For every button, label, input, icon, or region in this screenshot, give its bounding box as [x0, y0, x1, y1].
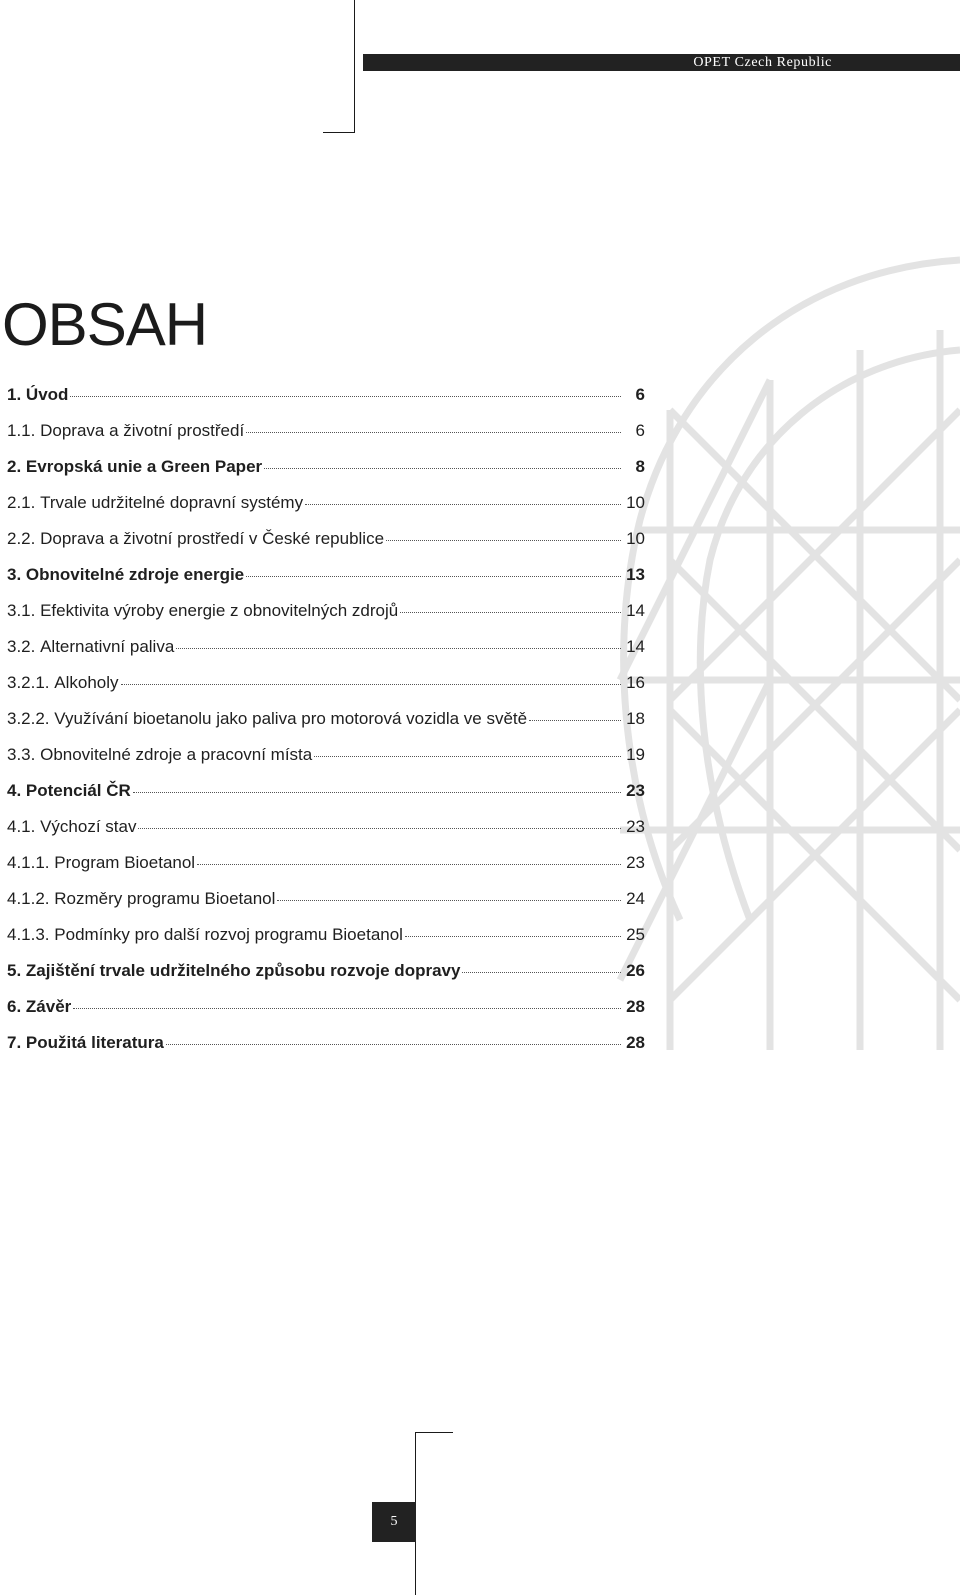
toc-entry-page: 28	[626, 1033, 645, 1052]
toc-entry-page: 10	[626, 493, 645, 512]
toc-entry-number: 3.1.	[7, 601, 36, 620]
toc-entry-page: 23	[626, 781, 645, 800]
toc-entry-title: Zajištění trvale udržitelného způsobu rozvoje dopravy	[25, 961, 461, 980]
toc-entry[interactable]	[0, 953, 645, 989]
toc-entry[interactable]	[0, 557, 645, 593]
toc-entry[interactable]	[0, 917, 645, 953]
toc-entry-page: 26	[626, 961, 645, 980]
toc-entry[interactable]	[0, 845, 645, 881]
toc-entry[interactable]	[0, 989, 645, 1025]
toc-entry-page: 23	[626, 817, 645, 836]
toc-entry-title: Úvod	[25, 385, 69, 404]
toc-entry[interactable]	[0, 665, 645, 701]
toc-entry[interactable]	[0, 521, 645, 557]
header-bar	[363, 54, 960, 71]
toc-dot-leader	[405, 936, 621, 937]
toc-entry-page: 13	[626, 565, 645, 584]
toc-entry-page: 6	[635, 385, 645, 404]
toc-entry-number: 2.	[7, 457, 22, 476]
toc-entry-title: Potenciál ČR	[25, 781, 131, 800]
toc-entry-number: 1.1.	[7, 421, 36, 440]
page-number: 5	[372, 1502, 416, 1542]
toc-entry-number: 1.	[7, 385, 22, 404]
toc-entry-title: Podmínky pro další rozvoj programu Bioetanol	[54, 925, 403, 944]
toc-entry[interactable]	[0, 593, 645, 629]
toc-dot-leader	[462, 972, 621, 973]
toc-dot-leader	[277, 900, 621, 901]
toc-dot-leader	[400, 612, 621, 613]
toc-entry-number: 3.2.2.	[7, 709, 50, 728]
toc-entry-page: 24	[626, 889, 645, 908]
toc-entry-number: 4.1.1.	[7, 853, 50, 872]
toc-dot-leader	[386, 540, 621, 541]
toc-entry-number: 5.	[7, 961, 22, 980]
toc-dot-leader	[176, 648, 621, 649]
toc-entry-page: 6	[635, 421, 645, 440]
toc-entry-number: 2.1.	[7, 493, 36, 512]
toc-entry[interactable]	[0, 1025, 645, 1061]
toc-entry-page: 23	[626, 853, 645, 872]
toc-entry-page: 14	[626, 601, 645, 620]
toc-entry[interactable]	[0, 737, 645, 773]
toc-dot-leader	[246, 576, 621, 577]
toc-entry[interactable]	[0, 701, 645, 737]
header-text: OPET Czech Republic	[693, 55, 832, 70]
toc-entry-number: 2.2.	[7, 529, 36, 548]
toc-entry-number: 3.	[7, 565, 22, 584]
toc-entry[interactable]	[0, 449, 645, 485]
toc-entry[interactable]	[0, 485, 645, 521]
toc-entry-title: Trvale udržitelné dopravní systémy	[40, 493, 304, 512]
toc-dot-leader	[314, 756, 621, 757]
toc-entry-page: 16	[626, 673, 645, 692]
toc-dot-leader	[305, 504, 621, 505]
toc-dot-leader	[133, 792, 621, 793]
toc-entry-title: Program Bioetanol	[54, 853, 196, 872]
toc-entry-title: Doprava a životní prostředí v České republice	[40, 529, 385, 548]
toc-entry[interactable]	[0, 377, 645, 413]
crop-mark-horizontal-bottom	[415, 1432, 453, 1433]
toc-dot-leader	[73, 1008, 621, 1009]
toc-entry-page: 19	[626, 745, 645, 764]
toc-entry-page: 10	[626, 529, 645, 548]
toc-entry-title: Závěr	[25, 997, 72, 1016]
toc-entry-page: 18	[626, 709, 645, 728]
toc-dot-leader	[246, 432, 621, 433]
toc-entry[interactable]	[0, 809, 645, 845]
table-of-contents	[0, 377, 645, 1061]
toc-entry-number: 4.	[7, 781, 22, 800]
toc-entry-title: Alternativní paliva	[40, 637, 175, 656]
background-watermark	[600, 230, 960, 1050]
crop-mark-vertical-top	[354, 0, 355, 133]
toc-dot-leader	[197, 864, 621, 865]
toc-entry-number: 6.	[7, 997, 22, 1016]
toc-dot-leader	[70, 396, 621, 397]
toc-entry-page: 14	[626, 637, 645, 656]
toc-entry-page: 8	[635, 457, 645, 476]
toc-dot-leader	[529, 720, 621, 721]
toc-dot-leader	[121, 684, 621, 685]
toc-entry[interactable]	[0, 773, 645, 809]
toc-entry-title: Alkoholy	[54, 673, 119, 692]
toc-entry-title: Obnovitelné zdroje a pracovní místa	[40, 745, 313, 764]
crop-mark-horizontal-top	[323, 132, 355, 133]
toc-entry-title: Evropská unie a Green Paper	[25, 457, 263, 476]
toc-entry-title: Efektivita výroby energie z obnovitelných zdrojů	[40, 601, 399, 620]
toc-entry-number: 7.	[7, 1033, 22, 1052]
toc-dot-leader	[264, 468, 621, 469]
toc-entry-title: Rozměry programu Bioetanol	[54, 889, 276, 908]
toc-entry-number: 4.1.	[7, 817, 36, 836]
toc-entry-title: Použitá literatura	[25, 1033, 164, 1052]
toc-entry[interactable]	[0, 413, 645, 449]
toc-entry-number: 3.3.	[7, 745, 36, 764]
toc-entry-number: 4.1.2.	[7, 889, 50, 908]
toc-entry-number: 3.2.	[7, 637, 36, 656]
toc-entry-title: Obnovitelné zdroje energie	[25, 565, 245, 584]
toc-dot-leader	[166, 1044, 621, 1045]
toc-entry[interactable]	[0, 881, 645, 917]
toc-entry-number: 4.1.3.	[7, 925, 50, 944]
toc-entry-page: 25	[626, 925, 645, 944]
toc-entry-number: 3.2.1.	[7, 673, 50, 692]
page-title: OBSAH	[2, 291, 208, 358]
toc-entry[interactable]	[0, 629, 645, 665]
toc-entry-title: Využívání bioetanolu jako paliva pro motorová vozidla ve světě	[54, 709, 528, 728]
toc-entry-title: Výchozí stav	[40, 817, 137, 836]
toc-entry-page: 28	[626, 997, 645, 1016]
toc-entry-title: Doprava a životní prostředí	[40, 421, 245, 440]
toc-dot-leader	[138, 828, 621, 829]
